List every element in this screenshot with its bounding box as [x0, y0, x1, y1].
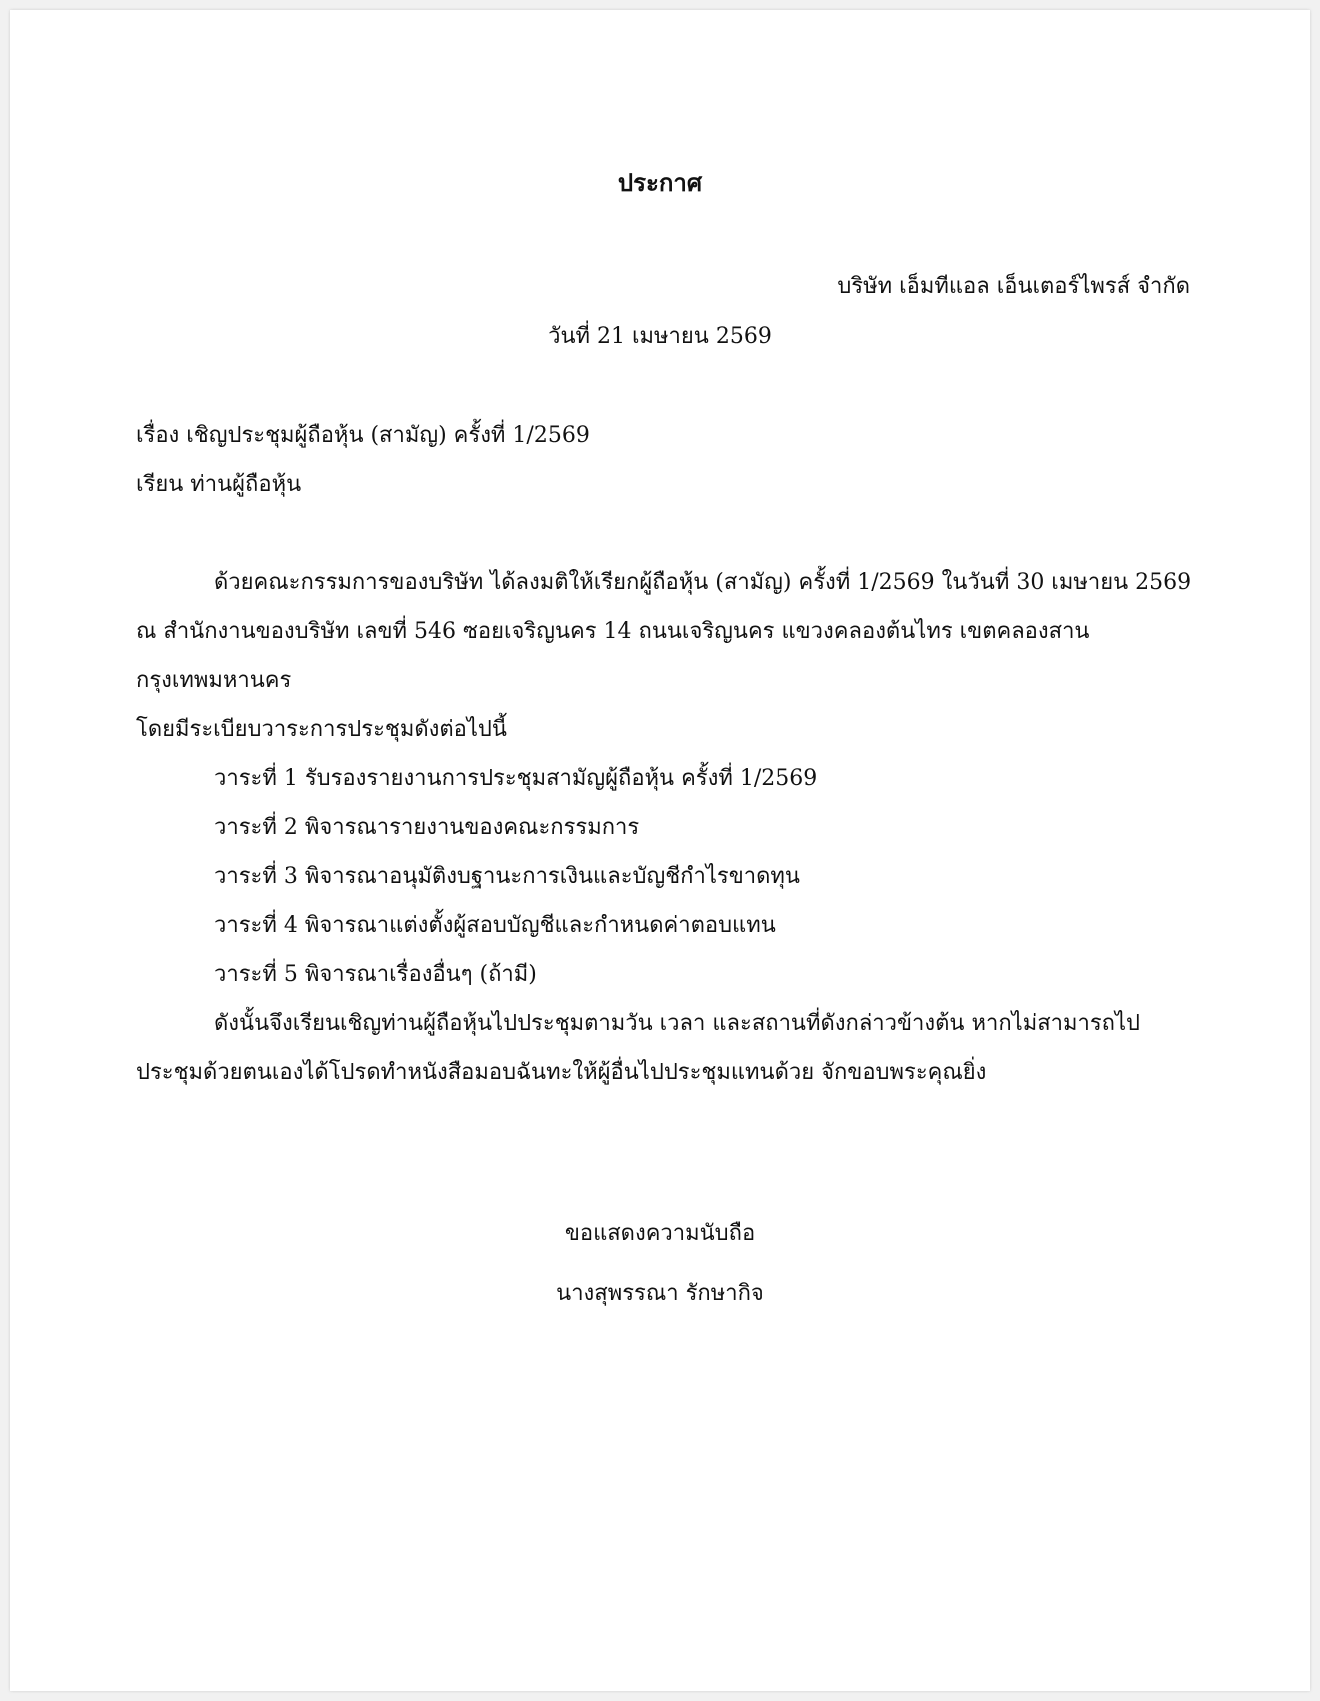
agenda-item: วาระที่ 3 พิจารณาอนุมัติงบฐานะการเงินและบัญชีกำไรขาดทุน: [214, 864, 800, 889]
document-date: วันที่ 21 เมษายน 2569: [548, 324, 772, 349]
body-line: ด้วยคณะกรรมการของบริษัท ได้ลงมติให้เรียกผู้ถือหุ้น (สามัญ) ครั้งที่ 1/2569 ในวันที่ 30 เมษายน 2569: [214, 570, 1192, 595]
agenda-item: วาระที่ 5 พิจารณาเรื่องอื่นๆ (ถ้ามี): [214, 962, 537, 987]
closing-line: ดังนั้นจึงเรียนเชิญท่านผู้ถือหุ้นไปประชุมตามวัน เวลา และสถานที่ดังกล่าวข้างต้น หากไม่สามารถไป: [214, 1011, 1141, 1036]
body-line: ณ สำนักงานของบริษัท เลขที่ 546 ซอยเจริญนคร 14 ถนนเจริญนคร แขวงคลองต้นไทร เขตคลองสาน: [136, 619, 1090, 644]
body-line: กรุงเทพมหานคร: [136, 668, 292, 693]
company-name: บริษัท เอ็มทีแอล เอ็นเตอร์ไพรส์ จำกัด: [837, 274, 1190, 299]
signatory-name: นางสุพรรณา รักษากิจ: [556, 1281, 764, 1306]
recipient-line: เรียน ท่านผู้ถือหุ้น: [136, 472, 302, 497]
document-page: [10, 10, 1310, 1691]
regards-line: ขอแสดงความนับถือ: [564, 1221, 756, 1246]
agenda-intro: โดยมีระเบียบวาระการประชุมดังต่อไปนี้: [136, 717, 507, 742]
agenda-item: วาระที่ 4 พิจารณาแต่งตั้งผู้สอบบัญชีและกำหนดค่าตอบแทน: [214, 913, 776, 938]
document-title: ประกาศ: [617, 168, 703, 197]
subject-line: เรื่อง เชิญประชุมผู้ถือหุ้น (สามัญ) ครั้งที่ 1/2569: [136, 423, 590, 448]
closing-line: ประชุมด้วยตนเองได้โปรดทำหนังสือมอบฉันทะให้ผู้อื่นไปประชุมแทนด้วย จักขอบพระคุณยิ่ง: [136, 1060, 987, 1085]
agenda-item: วาระที่ 2 พิจารณารายงานของคณะกรรมการ: [214, 815, 640, 840]
agenda-item: วาระที่ 1 รับรองรายงานการประชุมสามัญผู้ถือหุ้น ครั้งที่ 1/2569: [214, 766, 818, 791]
